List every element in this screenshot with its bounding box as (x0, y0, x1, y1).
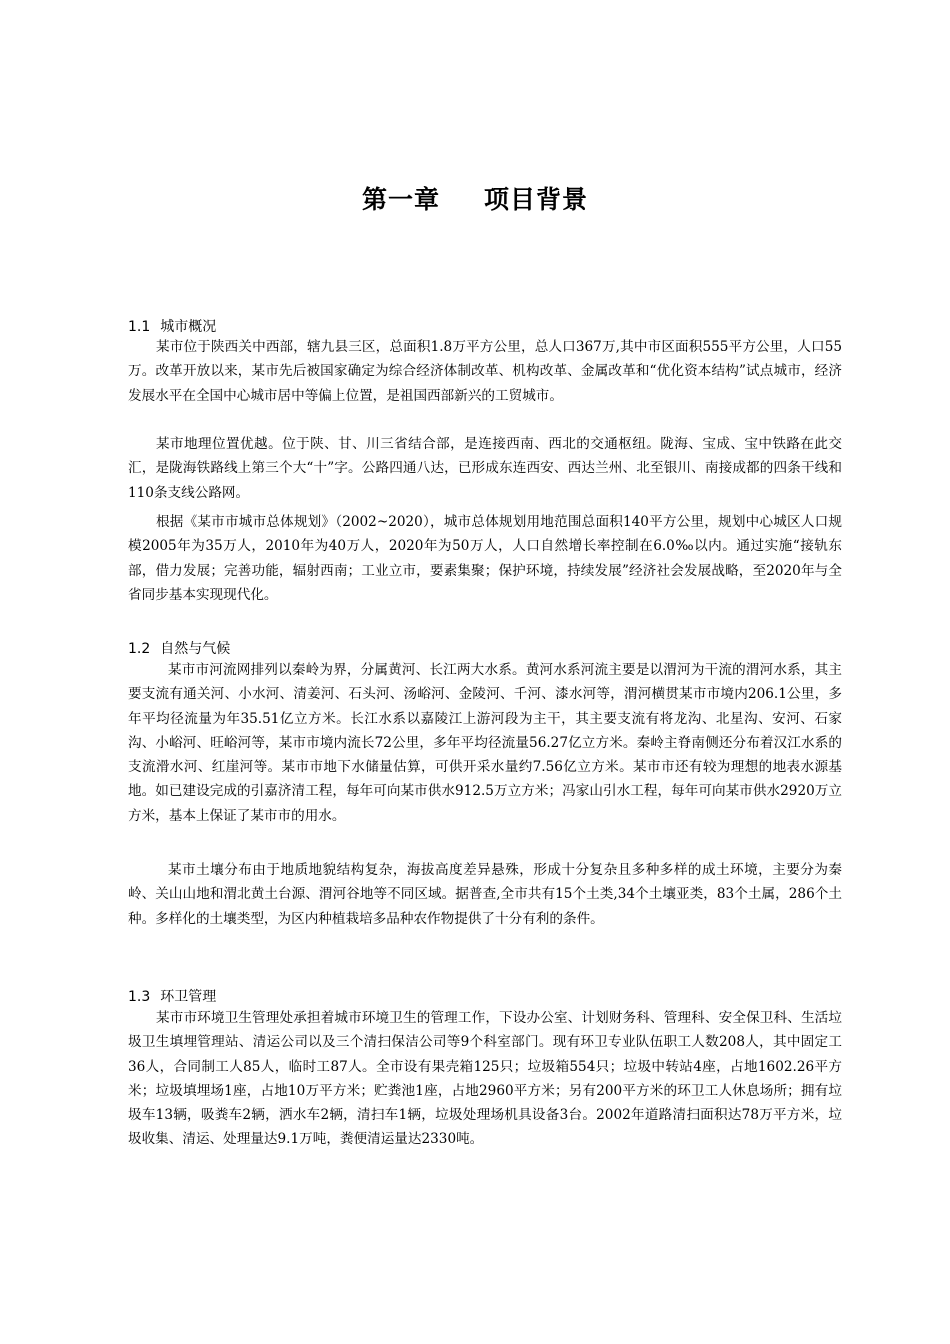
section-number: 1.2 (128, 641, 151, 657)
paragraph: 某市土壤分布由于地质地貌结构复杂，海拔高度差异悬殊，形成十分复杂且多种多样的成土环境，主要分为秦岭、关山山地和渭北黄土台源、渭河谷地等不同区域。据普查,全市共有15个土类,34个土壤亚类，83个土属，286个土种。多样化的土壤类型，为区内种植栽培多品种农作物提供了十分有利的条件。 (128, 862, 842, 927)
paragraph: 某市市环境卫生管理处承担着城市环境卫生的管理工作，下设办公室、计划财务科、管理科、安全保卫科、生活垃圾卫生填埋管理站、清运公司以及三个清扫保洁公司等9个科室部门。现有环卫专业队伍职工人数208人，其中固定工36人，合同制工人85人，临时工87人。全市设有果壳箱125只；垃圾箱554只；垃圾中转站4座，占地1602.26平方米；垃圾填埋场1座，占地10万平方米；贮粪池1座，占地2960平方米；另有200平方米的环卫工人休息场所；拥有垃圾车13辆，吸粪车2辆，洒水车2辆，清扫车1辆，垃圾处理场机具设备3台。2002年道路清扫面积达78万平方米，垃圾收集、清运、处理量达9.1万吨，粪便清运量达2330吨。 (128, 1010, 842, 1148)
section-title: 环卫管理 (160, 989, 217, 1005)
section-heading-1-3 (128, 986, 216, 1006)
chapter-title (0, 180, 950, 216)
chapter-name: 项目背景 (484, 185, 589, 214)
section-number: 1.3 (128, 989, 151, 1005)
chapter-number: 第一章 (361, 185, 440, 214)
paragraph: 某市地理位置优越。位于陕、甘、川三省结合部，是连接西南、西北的交通枢纽。陇海、宝成、宝中铁路在此交汇，是陇海铁路线上第三个大“十”字。公路四通八达，已形成东连西安、西达兰州、北至银川、南接成都的四条干线和110条支线公路网。 (128, 436, 842, 501)
paragraph: 根据《某市市城市总体规划》（2002~2020），城市总体规划用地范围总面积140平方公里，规划中心城区人口规模2005年为35万人，2010年为40万人，2020年为50万人，人口自然增长率控制在6.0‰以内。通过实施“接轨东部，借力发展；完善功能，辐射西南；工业立市，要素集聚；保护环境，持续发展”经济社会发展战略，至2020年与全省同步基本实现现代化。 (128, 514, 842, 603)
section-number: 1.1 (128, 319, 151, 335)
section-title: 自然与气候 (160, 641, 231, 657)
section-title: 城市概况 (160, 319, 217, 335)
section-heading-1-2 (128, 638, 230, 658)
paragraph: 某市市河流网排列以秦岭为界，分属黄河、长江两大水系。黄河水系河流主要是以渭河为干流的渭河水系，其主要支流有通关河、小水河、清姜河、石头河、汤峪河、金陵河、千河、漆水河等，渭河横贯某市市境内206.1公里，多年平均径流量为年35.51亿立方米。长江水系以嘉陵江上游河段为主干，其主要支流有将龙沟、北星沟、安河、石家沟、小峪河、旺峪河等，某市市境内流长72公里，多年平均径流量56.27亿立方米。秦岭主脊南侧还分布着汉江水系的支流滑水河、红崖河等。某市市地下水储量估算，可供开采水量约7.56亿立方米。某市市还有较为理想的地表水源基地。如已建设完成的引嘉济清工程，每年可向某市供水912.5万立方米；冯家山引水工程，每年可向某市供水2920万立方米，基本上保证了某市市的用水。 (128, 662, 842, 824)
paragraph: 某市位于陕西关中西部，辖九县三区，总面积1.8万平方公里，总人口367万,其中市区面积555平方公里，人口55万。改革开放以来，某市先后被国家确定为综合经济体制改革、机构改革、金属改革和“优化资本结构”试点城市，经济发展水平在全国中心城市居中等偏上位置，是祖国西部新兴的工贸城市。 (128, 339, 842, 404)
section-heading-1-1 (128, 316, 216, 336)
